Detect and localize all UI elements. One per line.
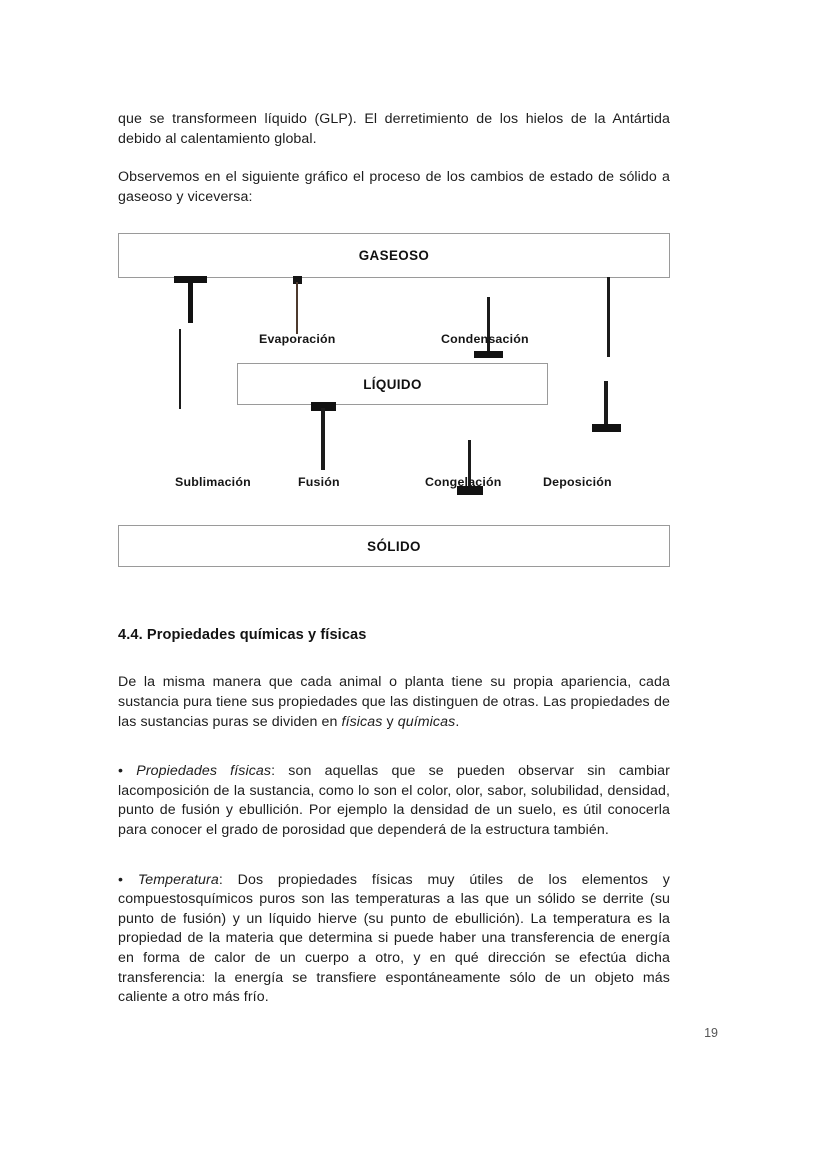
state-change-diagram — [118, 233, 670, 578]
bullet-marker: • — [118, 871, 138, 888]
bullet-body-propiedades-fisicas: : son aquellas que se pueden observar sin cambiar lacomposición de la sustancia, como lo son el color, olor, sabor, solubilidad, densidad, punto de fusión y ebullición. Por ejemplo la densidad de un suelo, es útil conocerla para conocer el grado de porosidad que dependerá de la estructura también. — [118, 763, 670, 838]
page-content — [118, 110, 670, 1008]
state-label-gaseoso: GASEOSO — [358, 248, 430, 264]
bullet-term-propiedades-fisicas: Propiedades físicas — [136, 763, 272, 780]
sublimacion-arrow-shaft — [188, 277, 193, 323]
bullet-propiedades-fisicas — [118, 762, 670, 840]
state-box-solido — [118, 525, 670, 567]
bullet-term-temperatura: Temperatura — [137, 871, 219, 888]
condensacion-arrowhead-down — [474, 351, 503, 358]
deposicion-arrowhead-down — [592, 424, 621, 432]
process-label-evaporacion: Evaporación — [259, 332, 336, 347]
section-intro-period: . — [455, 713, 460, 730]
process-label-condensacion: Condensación — [441, 332, 529, 347]
bullet-marker: • — [118, 763, 137, 780]
paragraph-intro-2: Observemos en el siguiente gráfico el proceso de los cambios de estado de sólido a gaseoso y viceversa: — [118, 169, 670, 205]
section-heading: 4.4. Propiedades químicas y físicas — [118, 627, 367, 644]
state-label-liquido: LÍQUIDO — [363, 376, 422, 392]
process-label-deposicion: Deposición — [543, 475, 612, 490]
state-box-liquido — [237, 363, 548, 405]
process-label-congelacion: Congelación — [425, 475, 502, 490]
process-label-sublimacion: Sublimación — [175, 475, 251, 490]
section-intro-conjunction: y — [382, 713, 398, 730]
sublimacion-arrowhead-up — [174, 276, 207, 283]
paragraph-intro-1: que se transformeen líquido (GLP). El derretimiento de los hielos de la Antártida debido al calentamiento global. — [118, 111, 670, 147]
bullet-temperatura — [118, 871, 670, 1008]
bullet-body-temperatura: : Dos propiedades físicas muy útiles de los elementos y compuestosquímicos puros son las temperaturas a las que un sólido se derrite (su punto de fusión) y un líquido hierve (su punto de ebullición). La temperatura es la propiedad de la materia que determina si puede haber una transferencia de energía en forma de calor de un cuerpo a otro, y en qué dirección se efectúa dicha transferencia: la energía se transfiere espontáneamente sólo de un objeto más caliente a otro más frío. — [118, 871, 670, 1006]
page-number: 19 — [704, 1026, 718, 1040]
state-label-solido: SÓLIDO — [367, 538, 421, 554]
sublimacion-stem-lower — [179, 329, 181, 409]
process-label-fusion: Fusión — [298, 475, 340, 490]
deposicion-arrow-shaft — [604, 381, 608, 429]
paragraph-section-intro — [118, 673, 670, 732]
fusion-arrow-shaft — [321, 408, 325, 470]
section-intro-italic-fisicas: físicas — [341, 713, 383, 730]
section-intro-italic-quimicas: químicas — [397, 713, 456, 730]
state-box-gaseoso — [118, 233, 670, 278]
evaporacion-line — [296, 282, 298, 334]
section-intro-text: De la misma manera que cada animal o planta tiene su propia apariencia, cada sustancia pura tiene sus propiedades que las distinguen de otras. Las propiedades de las sustancias puras se dividen en — [118, 674, 670, 730]
deposicion-upper-line — [607, 277, 610, 357]
